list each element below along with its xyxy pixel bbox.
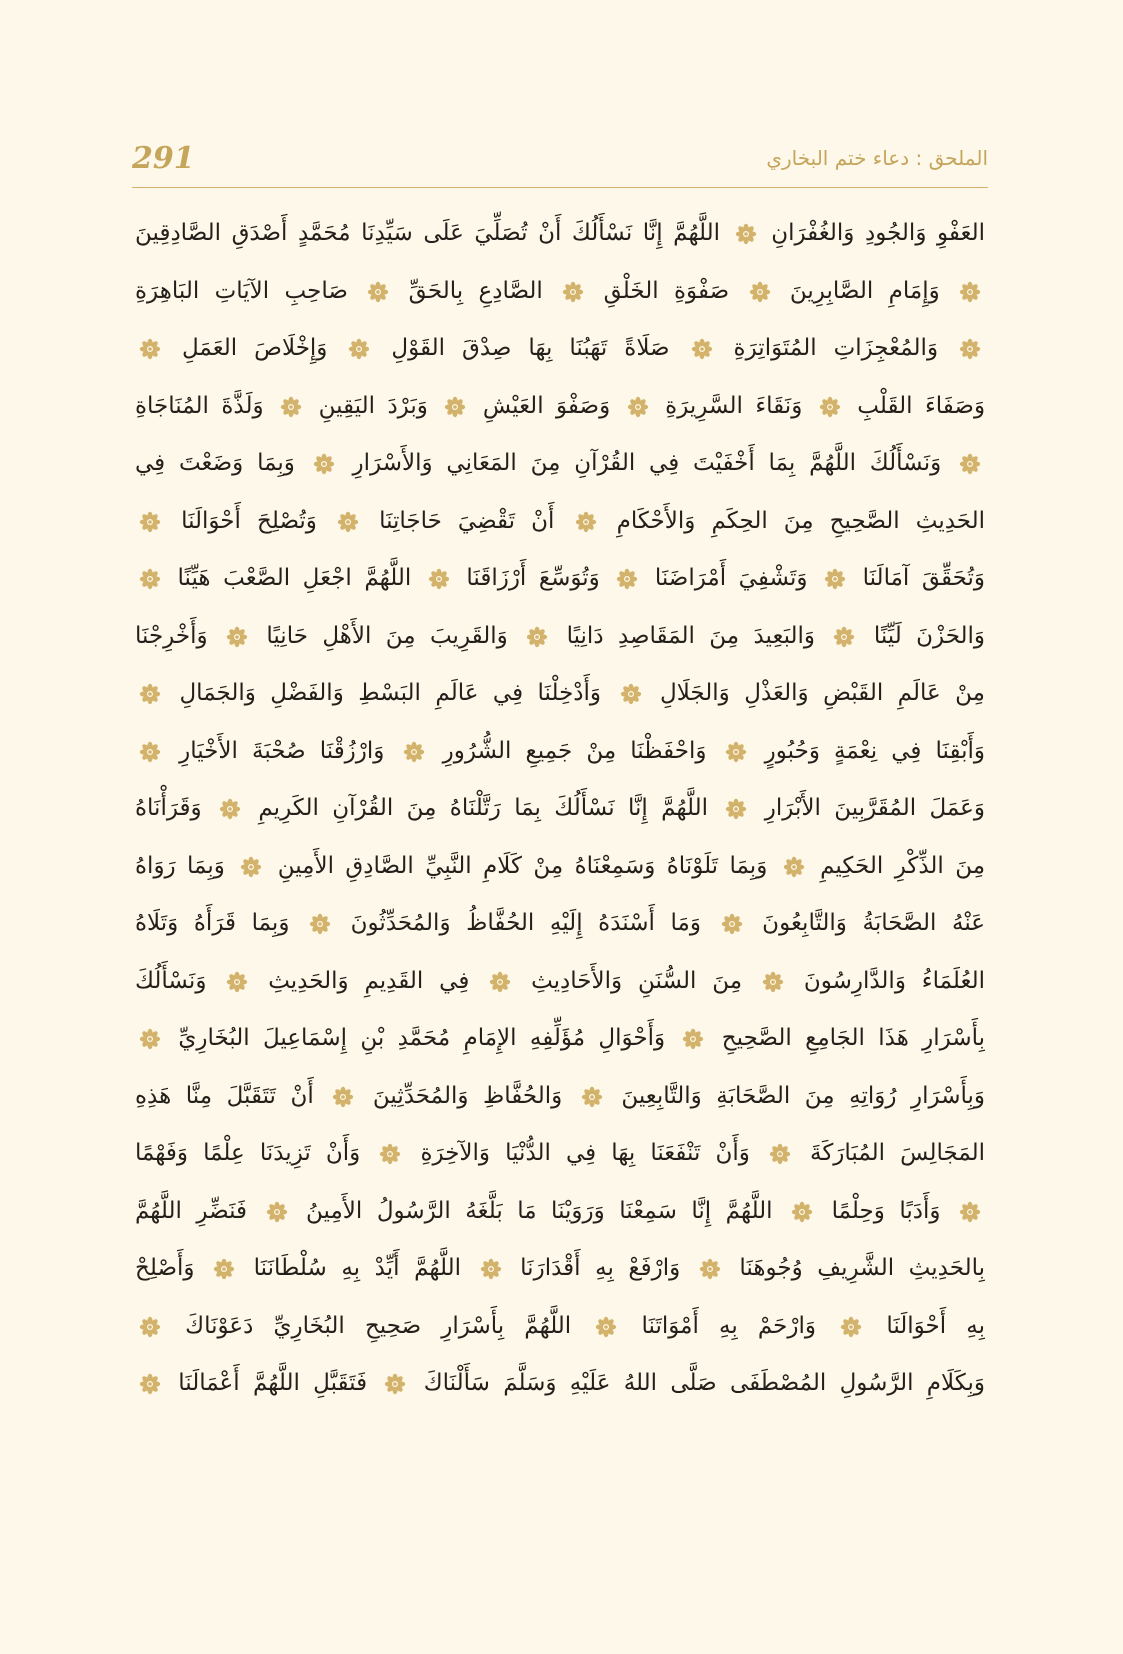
- text-segment: بِهِ أَحْوَالَنَا: [886, 1312, 985, 1339]
- text-segment: وَعَمَلَ المُقَرَّبِينَ الأَبْرَارِ: [764, 795, 985, 821]
- text-segment: صَلَاةً تَهَبُنَا بِهَا صِدْقَ القَوْلِ: [391, 335, 670, 361]
- text-segment: وَالحَزْنَ لَيِّنًا: [873, 622, 985, 649]
- text-segment: وَبِمَا وَضَعْتَ فِي: [135, 450, 295, 476]
- text-line: [135, 1240, 985, 1298]
- text-segment: مِنَ الذِّكْرِ الحَكِيمِ: [820, 852, 985, 879]
- text-segment: اللَّهُمَّ اجْعَلِ الصَّعْبَ هَيِّنًا: [177, 565, 412, 591]
- text-segment: وَبِأَسْرَارِ رُوَاتِهِ مِنَ الصَّحَابَةِ وَالتَّابِعِينَ: [621, 1082, 985, 1109]
- text-segment: وَارْزُقْنَا صُحْبَةَ الأَخْيَارِ: [179, 737, 385, 764]
- text-segment: وَلَذَّةَ المُنَاجَاةِ: [135, 392, 264, 419]
- text-line: [135, 263, 985, 321]
- flower-ornament-icon: [213, 1258, 235, 1280]
- text-line: [135, 435, 985, 493]
- text-line: [135, 493, 985, 551]
- text-segment: العُلَمَاءُ وَالدَّارِسُونَ: [803, 967, 985, 994]
- text-segment: وَإِخْلَاصَ العَمَلِ: [181, 335, 328, 361]
- flower-ornament-icon: [581, 1086, 603, 1108]
- flower-ornament-icon: [367, 281, 389, 303]
- text-line: [135, 838, 985, 896]
- text-segment: وَنَسْأَلُكَ: [135, 967, 207, 994]
- flower-ornament-icon: [384, 1373, 406, 1395]
- text-segment: وَأَدَبًا وَحِلْمًا: [831, 1197, 941, 1224]
- text-segment: الصَّادِعِ بِالحَقِّ: [408, 277, 543, 304]
- text-segment: اللَّهُمَّ إِنَّا نَسْأَلُكَ بِمَا رَتَّلْنَاهُ مِنَ القُرْآنِ الكَرِيمِ: [258, 795, 709, 821]
- flower-ornament-icon: [240, 856, 262, 878]
- flower-ornament-icon: [824, 568, 846, 590]
- text-line: [135, 205, 985, 263]
- text-segment: وَنَسْأَلُكَ اللَّهُمَّ بِمَا أَخْفَيْتَ فِي القُرْآنِ مِنَ المَعَانِي وَالأَسْرَارِ: [352, 450, 942, 476]
- text-segment: وَصَفْوَ العَيْشِ: [482, 392, 611, 419]
- text-line: [135, 1010, 985, 1068]
- flower-ornament-icon: [749, 281, 771, 303]
- flower-ornament-icon: [332, 1086, 354, 1108]
- text-line: [135, 608, 985, 666]
- text-line: [135, 1125, 985, 1183]
- text-segment: صَاحِبِ الآيَاتِ البَاهِرَةِ: [135, 277, 348, 304]
- text-segment: وَبِمَا رَوَاهُ: [135, 852, 225, 879]
- text-segment: وَارْفَعْ بِهِ أَقْدَارَنَا: [520, 1255, 681, 1281]
- flower-ornament-icon: [575, 511, 597, 533]
- text-segment: بِأَسْرَارِ هَذَا الجَامِعِ الصَّحِيحِ: [721, 1025, 985, 1051]
- text-line: [135, 1355, 985, 1413]
- flower-ornament-icon: [562, 281, 584, 303]
- text-line: [135, 550, 985, 608]
- flower-ornament-icon: [725, 741, 747, 763]
- flower-ornament-icon: [791, 1201, 813, 1223]
- flower-ornament-icon: [480, 1258, 502, 1280]
- text-line: [135, 895, 985, 953]
- text-segment: وَأَخْرِجْنَا: [135, 622, 208, 649]
- running-title: الملحق : دعاء ختم البخاري: [766, 146, 988, 170]
- text-segment: وَالحُفَّاظِ وَالمُحَدِّثِينَ: [372, 1082, 563, 1109]
- text-segment: وَبِكَلَامِ الرَّسُولِ المُصْطَفَى صَلَّى اللهُ عَلَيْهِ وَسَلَّمَ سَأَلْنَاكَ: [423, 1370, 985, 1396]
- text-segment: وَأَنْ تَنْفَعَنَا بِهَا فِي الدُّنْيَا وَالآخِرَةِ: [420, 1140, 750, 1166]
- flower-ornament-icon: [139, 741, 161, 763]
- flower-ornament-icon: [313, 453, 335, 475]
- flower-ornament-icon: [959, 1201, 981, 1223]
- text-segment: فَتَقَبَّلِ اللَّهُمَّ أَعْمَالَنَا: [178, 1370, 368, 1396]
- text-line: [135, 723, 985, 781]
- flower-ornament-icon: [309, 913, 331, 935]
- text-segment: أَنْ تَقْضِيَ حَاجَاتِنَا: [379, 507, 555, 534]
- text-line: [135, 1183, 985, 1241]
- text-segment: وَتُحَقِّقَ آمَالَنَا: [862, 565, 985, 591]
- text-segment: اللَّهُمَّ إِنَّا سَمِعْنَا وَرَوَيْنَا مَا بَلَّغَهُ الرَّسُولُ الأَمِينُ: [306, 1197, 773, 1224]
- flower-ornament-icon: [691, 338, 713, 360]
- flower-ornament-icon: [833, 626, 855, 648]
- text-segment: وَالبَعِيدَ مِنَ المَقَاصِدِ دَانِيًا: [566, 622, 816, 649]
- flower-ornament-icon: [139, 683, 161, 705]
- text-segment: وَبِمَا تَلَوْنَاهُ وَسَمِعْنَاهُ مِنْ كَلَامِ النَّبِيِّ الصَّادِقِ الأَمِينِ: [277, 852, 768, 879]
- flower-ornament-icon: [403, 741, 425, 763]
- flower-ornament-icon: [959, 281, 981, 303]
- text-segment: العَفْوِ وَالجُودِ وَالغُفْرَانِ: [771, 220, 985, 246]
- text-segment: وَبَرْدَ اليَقِينِ: [318, 392, 428, 419]
- text-segment: عَنْهُ الصَّحَابَةُ وَالتَّابِعُونَ: [762, 910, 985, 936]
- flower-ornament-icon: [721, 913, 743, 935]
- flower-ornament-icon: [139, 338, 161, 360]
- flower-ornament-icon: [620, 683, 642, 705]
- flower-ornament-icon: [699, 1258, 721, 1280]
- text-segment: وَمَا أَسْنَدَهُ إِلَيْهِ الحُفَّاظُ وَالمُحَدِّثُونَ: [350, 910, 701, 936]
- flower-ornament-icon: [139, 568, 161, 590]
- text-segment: المَجَالِسَ المُبَارَكَةَ: [810, 1140, 985, 1166]
- page-header: [132, 136, 988, 180]
- flower-ornament-icon: [139, 1028, 161, 1050]
- text-line: [135, 1298, 985, 1356]
- text-segment: وَالمُعْجِزَاتِ المُتَوَاتِرَةِ: [733, 335, 939, 361]
- page-number: 291: [132, 140, 195, 176]
- flower-ornament-icon: [769, 1143, 791, 1165]
- flower-ornament-icon: [444, 396, 466, 418]
- flower-ornament-icon: [139, 1373, 161, 1395]
- text-segment: اللَّهُمَّ أَيِّدْ بِهِ سُلْطَانَنَا: [253, 1255, 462, 1281]
- text-segment: مِنَ السُّنَنِ وَالأَحَادِيثِ: [531, 967, 743, 994]
- flower-ornament-icon: [139, 1316, 161, 1338]
- flower-ornament-icon: [280, 396, 302, 418]
- text-segment: فِي القَدِيمِ وَالحَدِيثِ: [268, 967, 470, 994]
- text-segment: وَقَرَأْنَاهُ: [135, 795, 202, 821]
- flower-ornament-icon: [819, 396, 841, 418]
- text-segment: وَارْحَمْ بِهِ أَمْوَاتَنَا: [641, 1312, 816, 1339]
- text-line: [135, 665, 985, 723]
- text-segment: وَأَصْلِحْ: [135, 1255, 195, 1281]
- supplication-text: [135, 205, 985, 1413]
- flower-ornament-icon: [616, 568, 638, 590]
- flower-ornament-icon: [959, 453, 981, 475]
- text-segment: وَصَفَاءَ القَلْبِ: [857, 392, 985, 419]
- flower-ornament-icon: [735, 223, 757, 245]
- flower-ornament-icon: [595, 1316, 617, 1338]
- flower-ornament-icon: [725, 798, 747, 820]
- text-segment: وَأَدْخِلْنَا فِي عَالَمِ البَسْطِ وَالفَضْلِ وَالجَمَالِ: [179, 680, 602, 706]
- flower-ornament-icon: [762, 971, 784, 993]
- text-segment: وَتُصْلِحَ أَحْوَالَنَا: [181, 507, 317, 534]
- text-segment: وَنَقَاءَ السَّرِيرَةِ: [665, 392, 803, 419]
- flower-ornament-icon: [337, 511, 359, 533]
- flower-ornament-icon: [959, 338, 981, 360]
- text-segment: وَأَحْوَالِ مُؤَلِّفِهِ الإِمَامِ مُحَمَّدِ بْنِ إِسْمَاعِيلَ البُخَارِيِّ: [178, 1025, 666, 1051]
- text-line: [135, 378, 985, 436]
- text-segment: أَنْ تَتَقَبَّلَ مِنَّا هَذِهِ: [135, 1082, 314, 1109]
- flower-ornament-icon: [226, 626, 248, 648]
- text-line: [135, 953, 985, 1011]
- text-segment: مِنْ عَالَمِ القَبْضِ وَالعَذْلِ وَالجَلَالِ: [659, 680, 985, 706]
- flower-ornament-icon: [226, 971, 248, 993]
- text-segment: اللَّهُمَّ بِأَسْرَارِ صَحِيحِ البُخَارِيِّ دَعَوْنَاكَ: [185, 1312, 572, 1339]
- text-segment: فَنَضِّرِ اللَّهُمَّ: [135, 1197, 247, 1224]
- text-segment: وَإِمَامِ الصَّابِرِينَ: [789, 277, 940, 304]
- flower-ornament-icon: [840, 1316, 862, 1338]
- header-divider: [132, 187, 988, 188]
- text-line: [135, 1068, 985, 1126]
- text-segment: وَبِمَا قَرَأَهُ وَتَلَاهُ: [135, 910, 290, 936]
- flower-ornament-icon: [266, 1201, 288, 1223]
- flower-ornament-icon: [139, 511, 161, 533]
- text-segment: وَالقَرِيبَ مِنَ الأَهْلِ حَانِيًا: [266, 622, 508, 649]
- flower-ornament-icon: [348, 338, 370, 360]
- flower-ornament-icon: [783, 856, 805, 878]
- flower-ornament-icon: [526, 626, 548, 648]
- flower-ornament-icon: [489, 971, 511, 993]
- text-line: [135, 320, 985, 378]
- text-segment: بِالحَدِيثِ الشَّرِيفِ وُجُوهَنَا: [739, 1255, 985, 1281]
- text-segment: الحَدِيثِ الصَّحِيحِ مِنَ الحِكَمِ وَالأَحْكَامِ: [616, 507, 985, 534]
- flower-ornament-icon: [627, 396, 649, 418]
- flower-ornament-icon: [682, 1028, 704, 1050]
- text-segment: وَاحْفَظْنَا مِنْ جَمِيعِ الشُّرُورِ: [442, 737, 707, 764]
- text-line: [135, 780, 985, 838]
- text-segment: اللَّهُمَّ إِنَّا نَسْأَلُكَ أَنْ تُصَلِّيَ عَلَى سَيِّدِنَا مُحَمَّدٍ أَصْدَقِ الصَّادِقِينَ: [135, 220, 721, 246]
- flower-ornament-icon: [428, 568, 450, 590]
- text-segment: وَأَبْقِنَا فِي نِعْمَةٍ وَحُبُورٍ: [764, 737, 985, 764]
- flower-ornament-icon: [219, 798, 241, 820]
- flower-ornament-icon: [379, 1143, 401, 1165]
- text-segment: وَتُوَسِّعَ أَرْزَاقَنَا: [466, 565, 600, 591]
- text-segment: وَتَشْفِيَ أَمْرَاضَنَا: [654, 565, 808, 591]
- text-segment: صَفْوَةِ الخَلْقِ: [603, 277, 730, 304]
- text-segment: وَأَنْ تَزِيدَنَا عِلْمًا وَفَهْمًا: [135, 1140, 361, 1166]
